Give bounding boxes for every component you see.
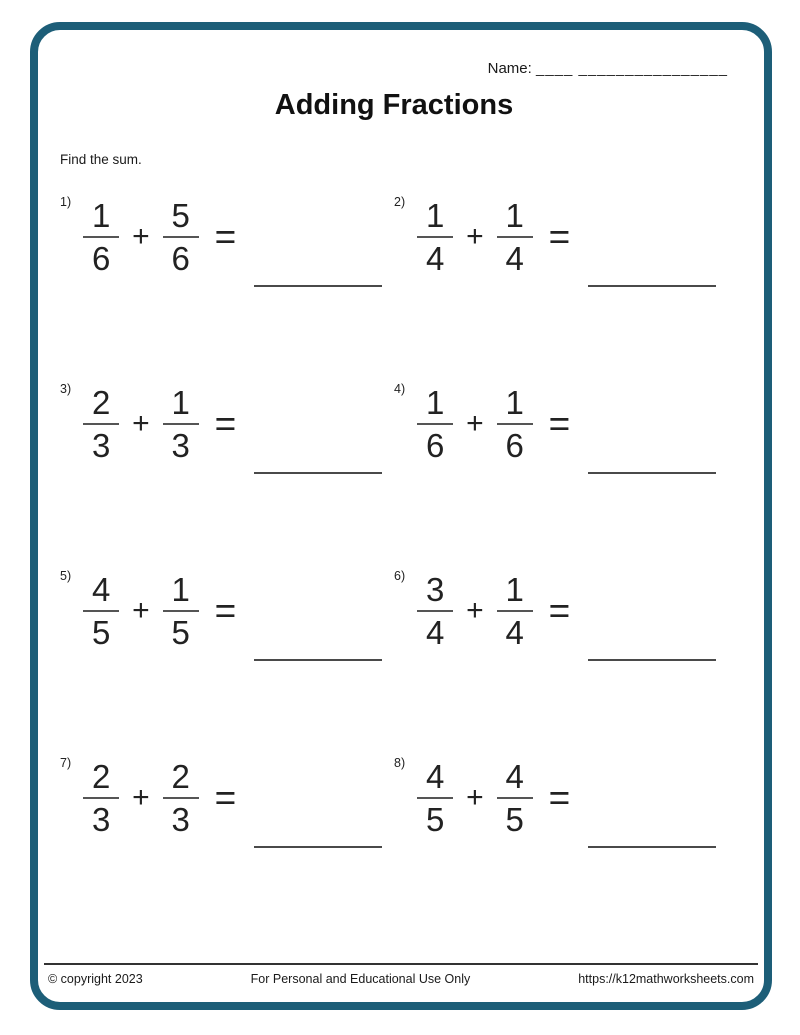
answer-blank[interactable] — [254, 658, 382, 661]
numerator: 1 — [505, 571, 524, 608]
equals-sign: = — [214, 216, 237, 257]
name-row — [60, 60, 728, 77]
equals-sign: = — [214, 403, 237, 444]
denominator: 6 — [425, 427, 445, 464]
problems-grid — [60, 195, 728, 836]
plus-sign: + — [132, 220, 150, 253]
problem-number: 5) — [60, 569, 72, 583]
fraction-1 — [83, 760, 119, 836]
fraction-bar — [83, 610, 119, 612]
fraction-1 — [83, 573, 119, 649]
numerator: 5 — [171, 197, 190, 234]
problem-1 — [60, 195, 394, 275]
expression — [83, 760, 382, 836]
worksheet-content — [38, 60, 764, 836]
fraction-1 — [83, 199, 119, 275]
fraction-1 — [417, 386, 453, 462]
equals-sign: = — [548, 590, 571, 631]
page-title: Adding Fractions — [274, 89, 514, 121]
answer-blank[interactable] — [588, 284, 716, 287]
fraction-bar — [83, 797, 119, 799]
answer-blank[interactable] — [254, 284, 382, 287]
problem-number: 2) — [394, 195, 406, 209]
footer-usage-note: For Personal and Educational Use Only — [250, 972, 471, 986]
equals-sign: = — [214, 777, 237, 818]
numerator: 1 — [425, 197, 445, 234]
fraction-bar — [417, 797, 453, 799]
denominator: 4 — [505, 614, 524, 651]
plus-sign: + — [466, 407, 484, 440]
fraction-1 — [417, 199, 453, 275]
answer-blank[interactable] — [588, 471, 716, 474]
expression — [417, 199, 716, 275]
problem-number: 3) — [60, 382, 72, 396]
numerator: 2 — [91, 758, 111, 795]
problem-8 — [394, 756, 728, 836]
problem-6 — [394, 569, 728, 649]
fraction-2 — [497, 573, 533, 649]
problem-number: 1) — [60, 195, 72, 209]
name-blank-line[interactable]: ____ ________________ — [535, 60, 728, 77]
numerator: 1 — [505, 197, 524, 234]
fraction-bar — [497, 610, 533, 612]
plus-sign: + — [466, 220, 484, 253]
equals-sign: = — [548, 777, 571, 818]
numerator: 1 — [425, 384, 445, 421]
numerator: 1 — [505, 384, 524, 421]
problem-number: 8) — [394, 756, 406, 770]
fraction-bar — [163, 797, 199, 799]
footer-url: https://k12mathworksheets.com — [578, 972, 754, 986]
equals-sign: = — [548, 216, 571, 257]
problem-number: 7) — [60, 756, 72, 770]
answer-blank[interactable] — [588, 845, 716, 848]
denominator: 6 — [171, 240, 190, 277]
problem-4 — [394, 382, 728, 462]
numerator: 4 — [505, 758, 524, 795]
fraction-bar — [83, 423, 119, 425]
numerator: 4 — [91, 571, 111, 608]
problem-5 — [60, 569, 394, 649]
denominator: 5 — [505, 801, 524, 838]
fraction-1 — [417, 573, 453, 649]
footer-copyright: © copyright 2023 — [48, 972, 143, 986]
plus-sign: + — [466, 594, 484, 627]
denominator: 3 — [171, 427, 190, 464]
fraction-2 — [163, 386, 199, 462]
answer-blank[interactable] — [254, 471, 382, 474]
answer-blank[interactable] — [588, 658, 716, 661]
plus-sign: + — [132, 407, 150, 440]
fraction-2 — [497, 386, 533, 462]
problem-2 — [394, 195, 728, 275]
expression — [417, 760, 716, 836]
denominator: 3 — [91, 427, 111, 464]
name-label: Name: — [487, 60, 532, 77]
instruction-text: Find the sum. — [60, 152, 142, 167]
plus-sign: + — [466, 781, 484, 814]
fraction-1 — [417, 760, 453, 836]
denominator: 3 — [91, 801, 111, 838]
denominator: 4 — [505, 240, 524, 277]
fraction-bar — [163, 236, 199, 238]
denominator: 5 — [171, 614, 190, 651]
fraction-2 — [497, 199, 533, 275]
numerator: 3 — [425, 571, 445, 608]
problem-7 — [60, 756, 394, 836]
fraction-bar — [497, 797, 533, 799]
problem-number: 4) — [394, 382, 406, 396]
fraction-2 — [163, 760, 199, 836]
fraction-bar — [497, 236, 533, 238]
fraction-bar — [417, 423, 453, 425]
expression — [83, 199, 382, 275]
denominator: 6 — [505, 427, 524, 464]
fraction-bar — [417, 236, 453, 238]
equals-sign: = — [214, 590, 237, 631]
denominator: 4 — [425, 614, 445, 651]
numerator: 1 — [171, 384, 190, 421]
plus-sign: + — [132, 594, 150, 627]
numerator: 1 — [91, 197, 111, 234]
fraction-bar — [83, 236, 119, 238]
fraction-2 — [163, 573, 199, 649]
denominator: 6 — [91, 240, 111, 277]
expression — [83, 386, 382, 462]
fraction-1 — [83, 386, 119, 462]
fraction-2 — [497, 760, 533, 836]
numerator: 1 — [171, 571, 190, 608]
denominator: 4 — [425, 240, 445, 277]
fraction-bar — [163, 610, 199, 612]
fraction-bar — [417, 610, 453, 612]
plus-sign: + — [132, 781, 150, 814]
denominator: 5 — [91, 614, 111, 651]
expression — [83, 573, 382, 649]
expression — [417, 386, 716, 462]
denominator: 3 — [171, 801, 190, 838]
worksheet-border — [30, 22, 772, 1010]
problem-number: 6) — [394, 569, 406, 583]
footer — [44, 963, 758, 986]
problem-3 — [60, 382, 394, 462]
equals-sign: = — [548, 403, 571, 444]
fraction-bar — [163, 423, 199, 425]
answer-blank[interactable] — [254, 845, 382, 848]
numerator: 2 — [171, 758, 190, 795]
fraction-bar — [497, 423, 533, 425]
numerator: 4 — [425, 758, 445, 795]
fraction-2 — [163, 199, 199, 275]
numerator: 2 — [91, 384, 111, 421]
denominator: 5 — [425, 801, 445, 838]
expression — [417, 573, 716, 649]
